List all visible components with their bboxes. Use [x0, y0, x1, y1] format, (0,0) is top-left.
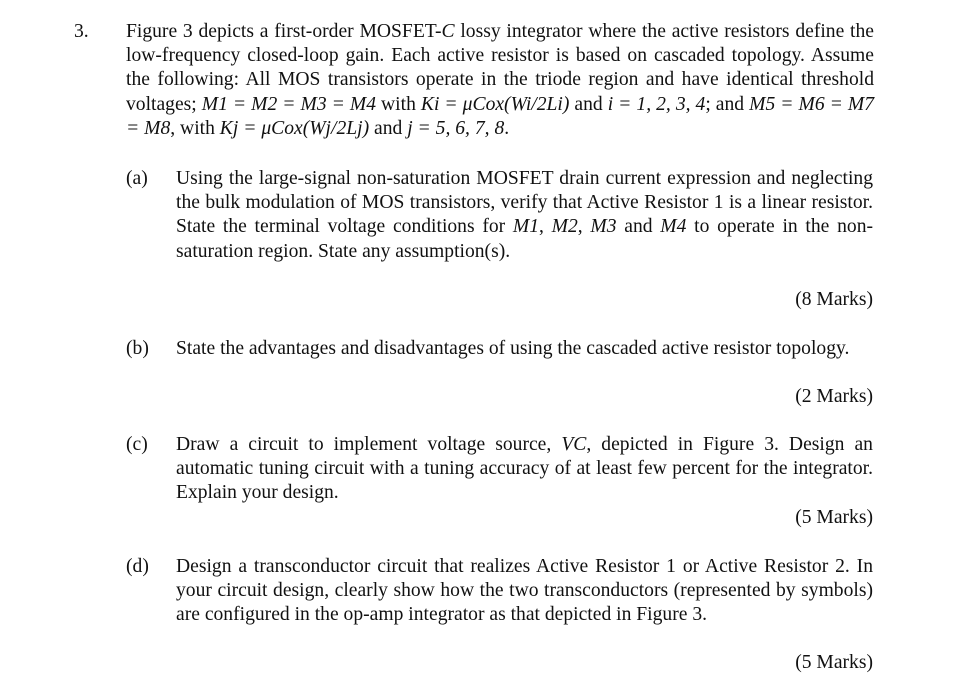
k-j-expression: Kj = μCox(Wj/2Lj) — [219, 117, 370, 139]
part-c-marks: (5 Marks) — [795, 507, 873, 528]
part-d-marks: (5 Marks) — [795, 652, 873, 673]
intro-with-2: , with — [170, 117, 220, 139]
part-a-marks: (8 Marks) — [795, 289, 873, 310]
part-d-text: Design a transconductor circuit that realizes Active Resistor 1 or Active Resistor 2. In your circuit design, clearly show how the two transconductors (represented by symbols) are configured in the op-amp integrator as that depicted in Figure 3. — [176, 556, 873, 626]
part-a-comma-1: , — [539, 216, 552, 238]
transistor-equality-1: M1 = M2 = M3 = M4 — [201, 93, 377, 115]
part-a-m2: M2 — [551, 216, 578, 238]
capacitor-symbol: C — [441, 21, 455, 42]
part-c-text-2: , depicted in Figure 3. Design an automatic tuning circuit with a tuning accuracy of at least few percent for the integrator. Explain your design. — [176, 434, 873, 504]
part-c-text-1: Draw a circuit to implement voltage source, — [176, 434, 562, 455]
question-intro — [126, 20, 874, 141]
part-c-text — [176, 433, 873, 506]
intro-and-1: and — [569, 93, 608, 115]
part-b-text: State the advantages and disadvantages of using the cascaded active resistor topology. — [176, 338, 850, 359]
part-b-marks: (2 Marks) — [795, 386, 873, 407]
part-c-label: (c) — [126, 434, 148, 455]
intro-text-1: Figure 3 depicts a first-order MOSFET- — [126, 21, 442, 42]
intro-and-2: and — [369, 117, 408, 139]
part-b-label: (b) — [126, 338, 149, 359]
part-a-text-1: Using the large-signal non-saturation MOSFET drain current expression and neglecting the bulk modulation of MOS transistors, verify that Active Resistor 1 is a linear resistor. State the terminal voltage conditions for — [176, 168, 873, 238]
index-i-range: i = 1, 2, 3, 4 — [607, 93, 706, 115]
part-a-m1: M1 — [512, 216, 540, 238]
intro-separator: ; and — [705, 93, 750, 115]
part-a-comma-2: , — [577, 216, 591, 238]
part-c-vc: VC — [561, 434, 587, 455]
part-d-label: (d) — [126, 556, 149, 577]
transistor-equality-2: M5 = M6 = M7 = M8 — [126, 93, 874, 139]
part-a-text-2: to operate in the non-saturation region. State any assumption(s). — [176, 216, 874, 262]
intro-text-2: lossy integrator where the active resistors define the low-frequency closed-loop gain. Each active resistor is based on cascaded topology. Assume the following: All MOS transistors operate in the triode region and have identical threshold voltages; — [126, 21, 874, 115]
question-number: 3. — [74, 21, 89, 42]
k-i-expression: Ki = μCox(Wi/2Li) — [420, 93, 570, 115]
index-j-range: j = 5, 6, 7, 8 — [407, 117, 505, 139]
intro-end: . — [504, 117, 510, 139]
part-a-label: (a) — [126, 168, 148, 189]
part-a-text — [176, 167, 873, 264]
intro-with-1: with — [376, 93, 421, 115]
part-a-m3: M3 — [590, 216, 617, 238]
part-a-and: and — [616, 216, 661, 238]
part-a-m4: M4 — [660, 216, 687, 238]
